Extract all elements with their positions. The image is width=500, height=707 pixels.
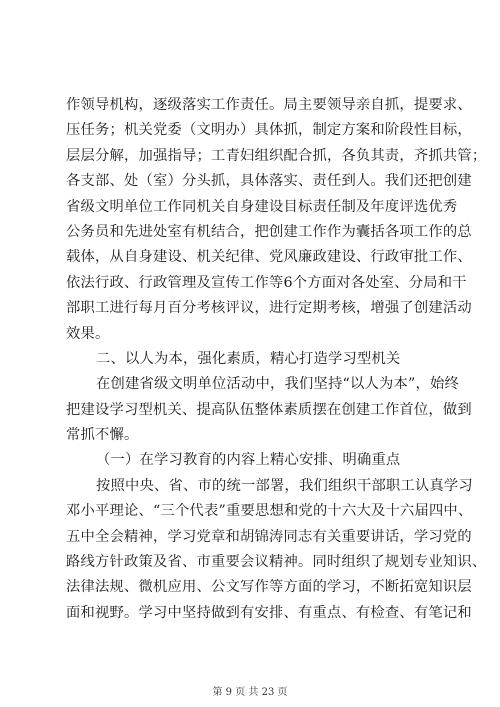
text-line: 按照中央、省、市的统一部署，我们组织干部职工认真学习 — [96, 477, 473, 494]
text-line: 在创建省级文明单位活动中，我们坚持“以人为本”，始终 — [96, 376, 459, 393]
text-line: 邓小平理论、“三个代表”重要思想和党的十六大及十六届四中、 — [66, 503, 473, 520]
text-line: 法律法规、微机应用、公文写作等方面的学习，不断拓宽知识层 — [66, 579, 472, 596]
text-line: 效果。 — [66, 325, 110, 342]
text-line: 路线方针政策及省、市重要会议精神。同时组织了规划专业知识、 — [66, 554, 487, 571]
text-line: 常抓不懈。 — [66, 427, 139, 444]
text-line: 面和视野。学习中坚持做到有安排、有重点、有检查、有笔记和 — [66, 604, 472, 621]
body-text — [66, 93, 487, 626]
text-line: 把建设学习型机关、提高队伍整体素质摆在创建工作首位，做到 — [66, 401, 472, 418]
text-line: 公务员和先进处室有机结合，把创建工作作为囊括各项工作的总 — [66, 223, 472, 240]
text-line: 载体，从自身建设、机关纪律、党风廉政建设、行政审批工作、 — [66, 249, 472, 266]
text-line: 依法行政、行政管理及宣传工作等6个方面对各处室、分局和干 — [66, 274, 467, 291]
text-line: 部职工进行每月百分考核评议，进行定期考核，增强了创建活动 — [66, 300, 472, 317]
text-line: 压任务；机关党委（文明办）具体抓，制定方案和阶段性目标， — [66, 122, 472, 139]
text-line: 五中全会精神，学习党章和胡锦涛同志有关重要讲话，学习党的 — [66, 528, 472, 545]
text-line: 作领导机构，逐级落实工作责任。局主要领导亲自抓，提要求、 — [66, 97, 472, 113]
text-line: 省级文明单位工作同机关自身建设目标责任制及年度评选优秀 — [66, 198, 458, 215]
section-heading: 二、以人为本，强化素质，精心打造学习型机关 — [96, 350, 401, 367]
page-footer: 第 9 页 共 23 页 — [212, 687, 288, 698]
text-line: 各支部、处（室）分头抓，具体落实、责任到人。我们还把创建 — [66, 173, 472, 190]
text-line: 层层分解，加强指导；工青妇组织配合抓，各负其责，齐抓共管； — [66, 147, 487, 164]
subsection-heading: （一）在学习教育的内容上精心安排、明确重点 — [96, 452, 401, 469]
